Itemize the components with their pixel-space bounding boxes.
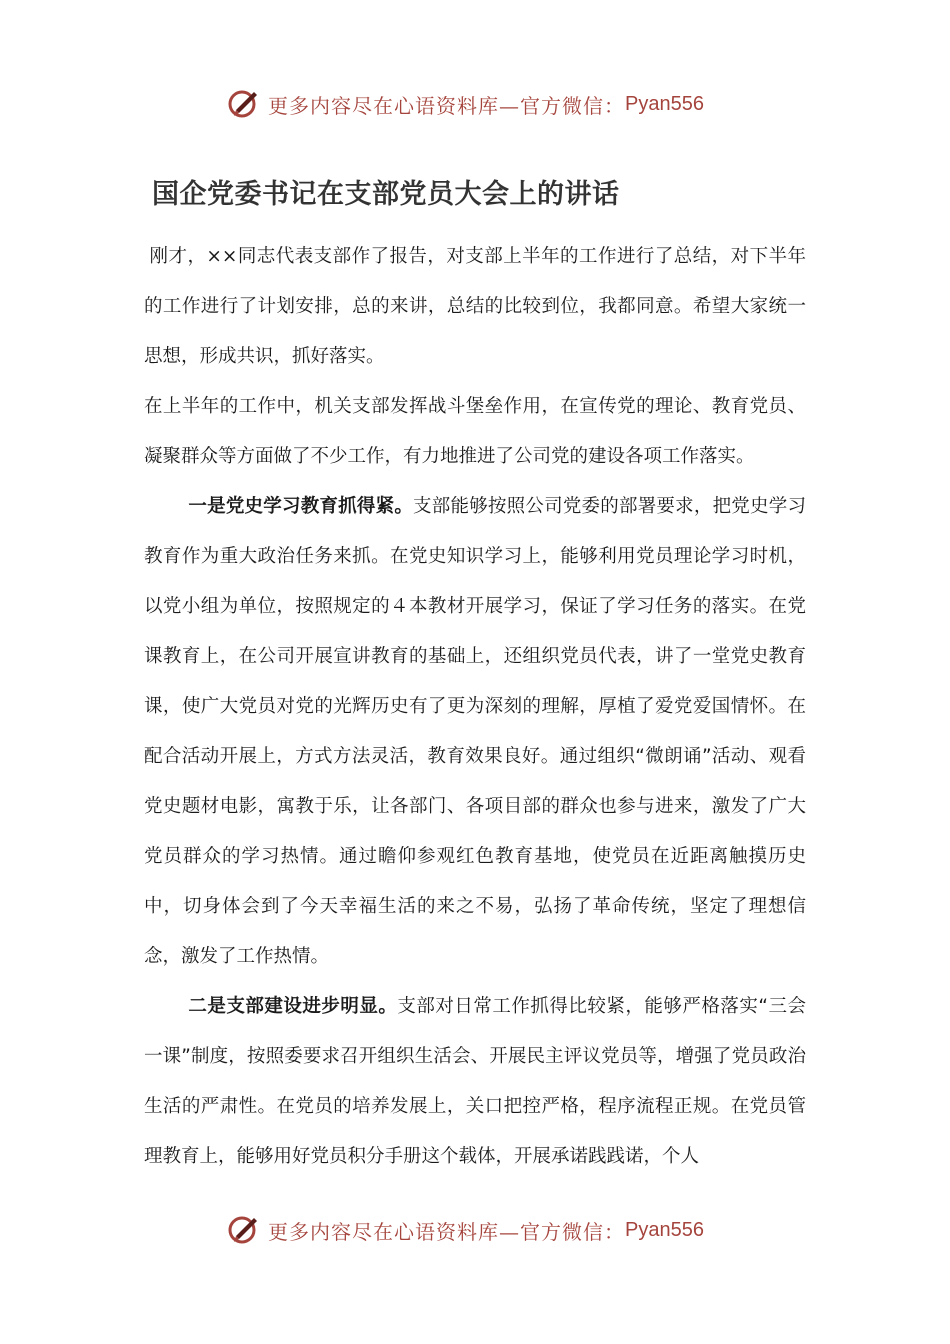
paragraph-party-history xyxy=(144,482,806,982)
wechat-id: Pyan556 xyxy=(625,1218,704,1241)
paragraph-party-history-body: 支部能够按照公司党委的部署要求，把党史学习教育作为重大政治任务来抓。在党史知识学习上，能够利用党员理论学习时机，以党小组为单位，按照规定的４本教材开展学习，保证了学习任务的落实。在党课教育上，在公司开展宣讲教育的基础上，还组织党员代表，讲了一堂党史教育课，使广大党员对党的光辉历史有了更为深刻的理解，厚植了爱党爱国情怀。在配合活动开展上，方式方法灵活，教育效果良好。通过组织“微朗诵”活动、观看党史题材电影，寓教于乐，让各部门、各项目部的群众也参与进来，激发了广大党员群众的学习热情。通过瞻仰参观红色教育基地，使党员在近距离触摸历史中，切身体会到了今天幸福生活的来之不易，弘扬了革命传统，坚定了理想信念，激发了工作热情。 xyxy=(144,496,806,967)
paragraph-party-history-lead: 一是党史学习教育抓得紧。 xyxy=(188,496,414,517)
footer-watermark xyxy=(226,1210,746,1250)
paragraph-summary: 在上半年的工作中，机关支部发挥战斗堡垒作用，在宣传党的理论、教育党员、凝聚群众等方面做了不少工作，有力地推进了公司党的建设各项工作落实。 xyxy=(144,396,806,467)
header-watermark xyxy=(226,84,746,124)
document-body xyxy=(144,232,806,1182)
paragraph-branch-building-body: 支部对日常工作抓得比较紧，能够严格落实“三会一课”制度，按照委要求召开组织生活会、开展民主评议党员等，增强了党员政治生活的严肃性。在党员的培养发展上，关口把控严格，程序流程正规。在党员管理教育上，能够用好党员积分手册这个载体，开展承诺践践诺，个人 xyxy=(144,996,806,1167)
watermark-text: 更多内容尽在心语资料库—官方微信： xyxy=(268,1219,625,1244)
pen-logo-icon xyxy=(226,1212,262,1248)
pen-logo-icon xyxy=(226,86,262,122)
wechat-id: Pyan556 xyxy=(625,92,704,115)
paragraph-branch-building-lead: 二是支部建设进步明显。 xyxy=(188,996,398,1017)
document-title: 国企党委书记在支部党员大会上的讲话 xyxy=(152,179,620,210)
paragraph-branch-building xyxy=(144,982,806,1182)
watermark-text: 更多内容尽在心语资料库—官方微信： xyxy=(268,93,625,118)
paragraph-intro: 刚才，××同志代表支部作了报告，对支部上半年的工作进行了总结，对下半年的工作进行了计划安排，总的来讲，总结的比较到位，我都同意。希望大家统一思想，形成共识，抓好落实。 xyxy=(144,246,806,367)
